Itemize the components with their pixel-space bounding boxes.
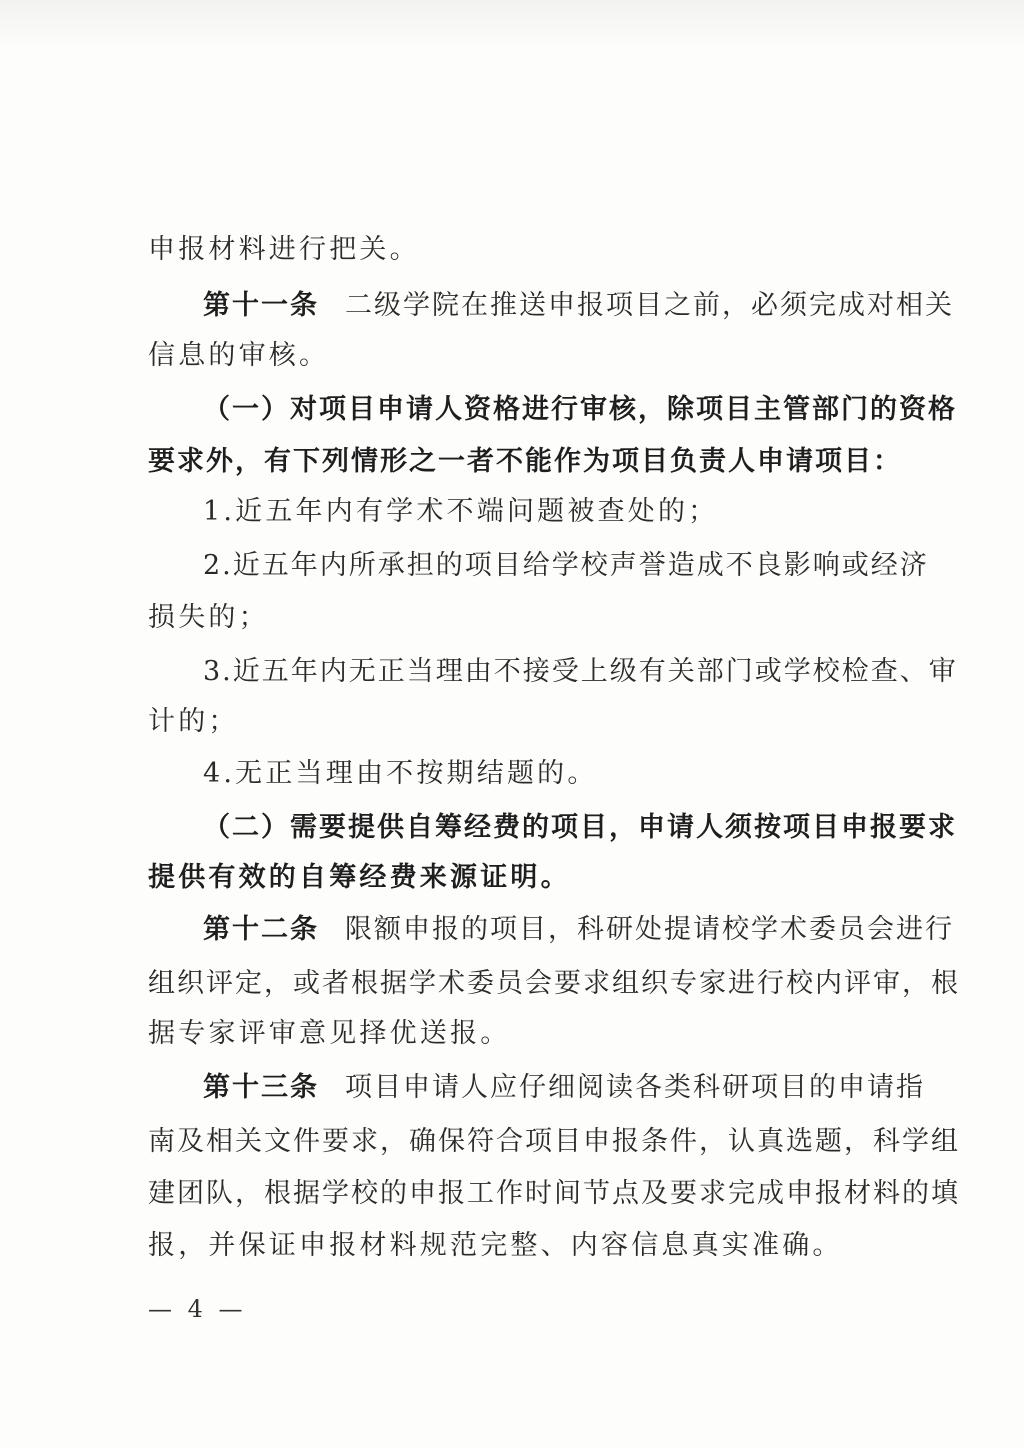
article-text: 项目申请人应仔细阅读各类科研项目的申请指	[345, 1072, 925, 1103]
list-item: 4.无正当理由不按期结题的。	[203, 758, 598, 789]
text-line: 据专家评审意见择优送报。	[148, 1018, 511, 1049]
list-item: 2.近五年内所承担的项目给学校声誉造成不良影响或经济	[203, 550, 929, 581]
bold-clause: 提供有效的自筹经费来源证明。	[148, 862, 571, 893]
text-line: 报，并保证申报材料规范完整、内容信息真实准确。	[148, 1230, 843, 1261]
article-heading: 第十一条	[203, 290, 319, 321]
article-text: 限额申报的项目，科研处提请校学术委员会进行	[345, 914, 954, 945]
bold-clause: 要求外，有下列情形之一者不能作为项目负责人申请项目：	[148, 446, 902, 477]
article-heading: 第十二条	[203, 914, 319, 945]
scan-edge	[0, 0, 1024, 48]
text-line: 建团队，根据学校的申报工作时间节点及要求完成申报材料的填	[148, 1178, 960, 1209]
text-line: 组织评定，或者根据学术委员会要求组织专家进行校内评审，根	[148, 968, 960, 999]
article-heading: 第十三条	[203, 1072, 319, 1103]
text-line: 南及相关文件要求，确保符合项目申报条件，认真选题，科学组	[148, 1126, 960, 1157]
article-13	[203, 1071, 925, 1105]
text-line: 信息的审核。	[148, 340, 330, 371]
bold-clause: （一）对项目申请人资格进行审核，除项目主管部门的资格	[203, 394, 957, 425]
article-12	[203, 913, 954, 947]
text-line: 计的；	[148, 706, 239, 737]
article-text: 二级学院在推送申报项目之前，必须完成对相关	[345, 290, 954, 321]
list-item: 1.近五年内有学术不端问题被查处的；	[203, 496, 719, 527]
text-line: 损失的；	[148, 602, 269, 633]
list-item: 3.近五年内无正当理由不接受上级有关部门或学校检查、审	[203, 656, 958, 687]
text-line: 申报材料进行把关。	[148, 234, 420, 265]
page-number: — 4 —	[148, 1295, 247, 1323]
article-11	[203, 289, 954, 323]
bold-clause: （二）需要提供自筹经费的项目，申请人须按项目申报要求	[203, 812, 957, 843]
